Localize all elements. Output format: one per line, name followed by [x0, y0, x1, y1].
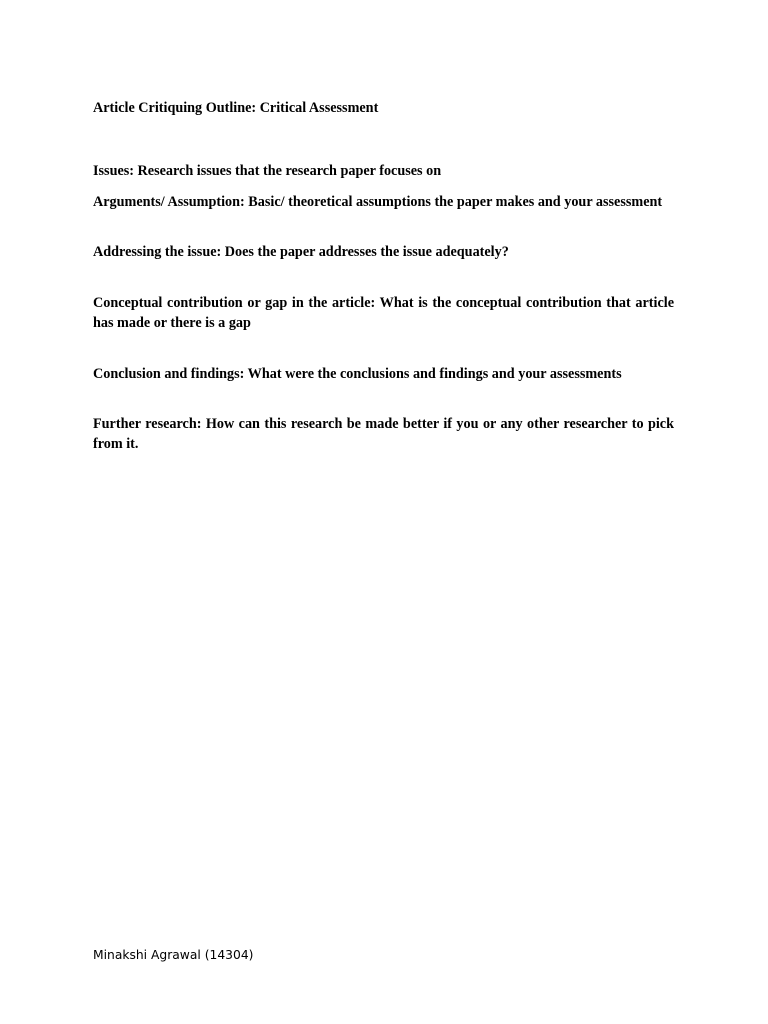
document-footer: Minakshi Agrawal (14304) — [93, 948, 254, 962]
outline-item-further-research: Further research: How can this research be made better if you or any other researcher to pick from it. — [93, 416, 674, 452]
outline-item-issues: Issues: Research issues that the research paper focuses on — [93, 163, 442, 179]
outline-item-conceptual-contribution: Conceptual contribution or gap in the article: What is the conceptual contribution that article has made or there is a gap — [93, 295, 674, 331]
outline-item-addressing-issue: Addressing the issue: Does the paper addresses the issue adequately? — [93, 244, 509, 260]
outline-item-conclusion-findings: Conclusion and findings: What were the conclusions and findings and your assessments — [93, 366, 622, 382]
outline-item-arguments: Arguments/ Assumption: Basic/ theoretical assumptions the paper makes and your assessment — [93, 194, 663, 210]
document-title: Article Critiquing Outline: Critical Assessment — [93, 100, 379, 116]
